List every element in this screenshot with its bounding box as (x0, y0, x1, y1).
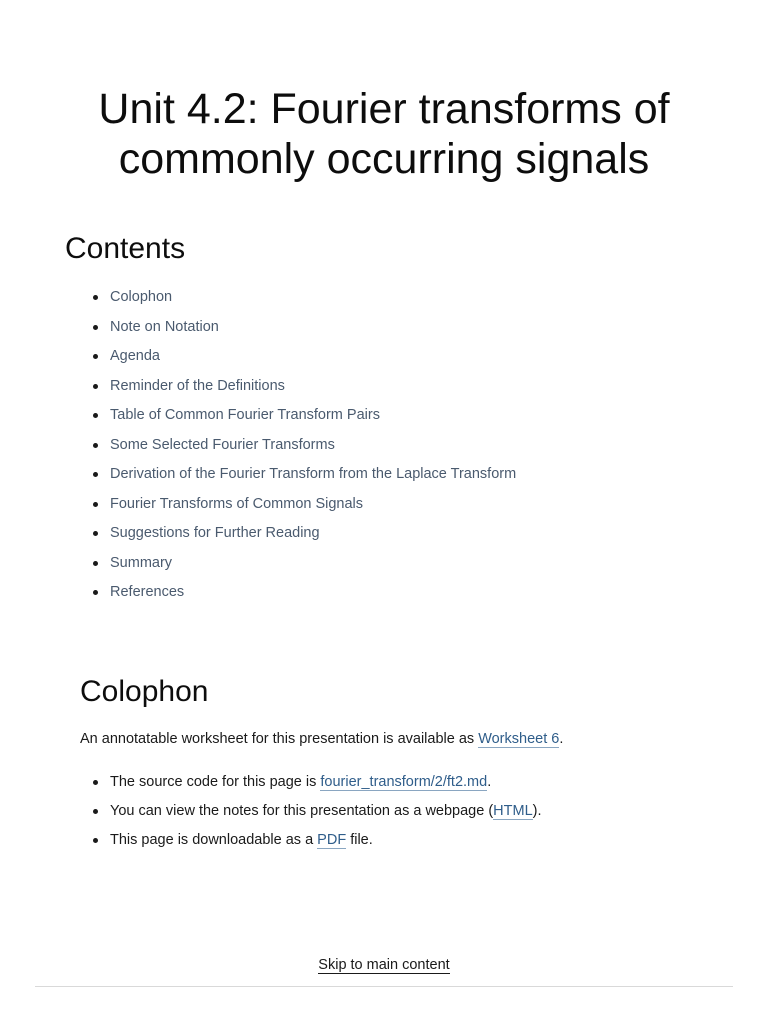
colophon-intro-suffix: . (559, 731, 564, 747)
pdf-link[interactable]: PDF (317, 832, 347, 848)
toc-item-note-on-notation (90, 315, 516, 345)
toc-link-further-reading[interactable]: Suggestions for Further Reading (110, 525, 320, 541)
skip-link-container (0, 954, 768, 976)
skip-to-main-content-link[interactable]: Skip to main content (318, 957, 450, 973)
toc-link-summary[interactable]: Summary (110, 554, 173, 571)
page-title-line-2: commonly occurring signals (118, 135, 650, 183)
source-text: The source code for this page is (110, 774, 321, 790)
colophon-list (90, 770, 542, 857)
page-title-line-1: Unit 4.2: Fourier transforms of (98, 85, 670, 133)
toc-item-table-of-pairs (90, 403, 516, 433)
worksheet-link[interactable]: Worksheet 6 (478, 731, 560, 747)
colophon-intro (80, 727, 563, 751)
colophon-heading: Colophon (80, 675, 209, 708)
toc-link-note-on-notation[interactable]: Note on Notation (110, 318, 219, 335)
toc-item-references (90, 580, 516, 610)
table-of-contents (90, 285, 516, 610)
toc-link-derivation[interactable]: Derivation of the Fourier Transform from the Laplace Transform (110, 466, 517, 482)
toc-link-reminder-definitions[interactable]: Reminder of the Definitions (110, 377, 285, 394)
toc-item-common-signals (90, 492, 516, 522)
source-suffix: . (487, 774, 492, 790)
toc-item-selected-transforms (90, 433, 516, 463)
colophon-item-html (90, 799, 542, 828)
source-code-link[interactable]: fourier_transform/2/ft2.md (320, 774, 488, 790)
toc-item-derivation (90, 462, 516, 492)
colophon-item-source (90, 770, 542, 799)
contents-heading: Contents (65, 232, 186, 265)
toc-link-colophon[interactable]: Colophon (110, 289, 173, 305)
toc-item-reminder-definitions (90, 374, 516, 404)
toc-link-selected-transforms[interactable]: Some Selected Fourier Transforms (110, 436, 335, 453)
html-text: You can view the notes for this presentation as a webpage ( (110, 803, 494, 819)
footer-divider (35, 986, 733, 987)
toc-item-summary (90, 551, 516, 581)
pdf-suffix: file. (346, 832, 373, 848)
toc-item-colophon (90, 285, 516, 315)
toc-link-table-of-pairs[interactable]: Table of Common Fourier Transform Pairs (110, 407, 380, 423)
colophon-intro-text: An annotatable worksheet for this presentation is available as (80, 731, 479, 747)
toc-item-further-reading (90, 521, 516, 551)
page-title (40, 84, 728, 184)
html-link[interactable]: HTML (493, 803, 533, 819)
toc-link-common-signals[interactable]: Fourier Transforms of Common Signals (110, 495, 364, 512)
colophon-item-pdf (90, 828, 542, 857)
html-suffix: ). (532, 803, 542, 819)
toc-item-agenda (90, 344, 516, 374)
pdf-text: This page is downloadable as a (110, 832, 318, 848)
toc-link-references[interactable]: References (110, 584, 185, 600)
toc-link-agenda[interactable]: Agenda (110, 348, 160, 364)
